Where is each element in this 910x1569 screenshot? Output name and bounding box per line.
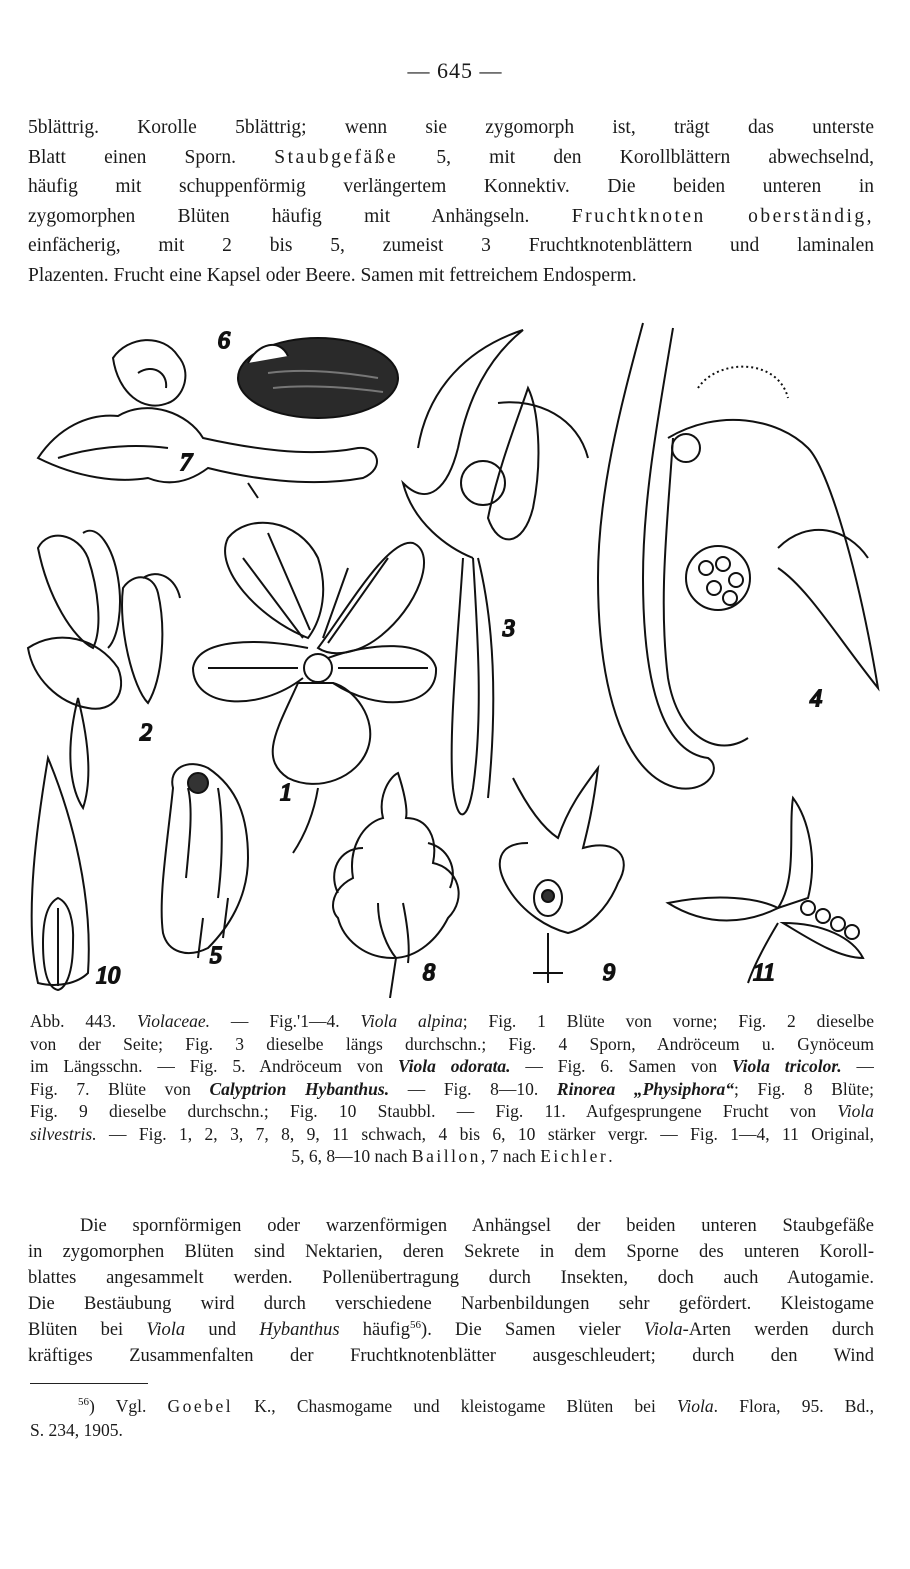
footnote-separator bbox=[30, 1383, 148, 1384]
footnote bbox=[30, 1394, 874, 1442]
caption-line: 5, 6, 8—10 nach Baillon, 7 nach Eichler. bbox=[291, 1146, 613, 1166]
fig-4-drawing bbox=[598, 323, 878, 789]
fig-3-drawing bbox=[403, 330, 588, 814]
intro-line: zygomorphen Blüten häufig mit Anhängseln. Fruchtknoten oberständig, bbox=[28, 205, 874, 227]
body-line: kräftiges Zusammenfalten der Fruchtknotenblätter ausgeschleudert; durch den Wind bbox=[28, 1346, 874, 1366]
footnote-ref: 56 bbox=[410, 1318, 422, 1331]
intro-line: Blatt einen Sporn. Staubgefäße 5, mit den Korollblättern abwechselnd, bbox=[28, 146, 874, 168]
fig-label-5: 5 bbox=[210, 943, 222, 969]
fig-5-drawing bbox=[162, 764, 248, 958]
fig-9-drawing bbox=[500, 768, 624, 983]
body-line: Blüten bei Viola und Hybanthus häufig$^{56}$). Die Samen vieler Viola-Arten werden durch bbox=[28, 1318, 874, 1340]
intro-line: 5blättrig. Korolle 5blättrig; wenn sie zygomorph ist, trägt das unterste bbox=[28, 117, 874, 138]
violaceae-figure-drawing bbox=[18, 318, 890, 998]
body-line: blattes angesammelt werden. Pollenübertragung durch Insekten, doch auch Autogamie. bbox=[28, 1268, 874, 1288]
fig-label-6: 6 bbox=[218, 328, 230, 354]
botanical-illustration bbox=[18, 318, 890, 998]
fig-label-8: 8 bbox=[423, 960, 435, 986]
fig-11-drawing bbox=[668, 798, 863, 983]
fig-label-7: 7 bbox=[180, 450, 192, 476]
caption-line: von der Seite; Fig. 3 dieselbe längs durchschn.; Fig. 4 Sporn, Andröceum u. Gynöceum bbox=[30, 1033, 874, 1054]
fig-label-2: 2 bbox=[140, 720, 152, 746]
body-line: in zygomorphen Blüten sind Nektarien, deren Sekrete in dem Sporne des unteren Koroll- bbox=[28, 1242, 874, 1262]
caption-line: Fig. 7. Blüte von Calyptrion Hybanthus. — Fig. 8—10. Rinorea „Physiphora“; Fig. 8 Blüte; bbox=[30, 1078, 874, 1099]
caption-line: silvestris. — Fig. 1, 2, 3, 7, 8, 9, 11 schwach, 4 bis 6, 10 stärker vergr. — Fig. 1—4, 11 Original, bbox=[30, 1123, 874, 1144]
fig-1-drawing bbox=[193, 523, 436, 853]
footnote-line: $^{56}$) Vgl. Goebel K., Chasmogame und kleistogame Blüten bei Viola. Flora, 95. Bd., bbox=[78, 1396, 874, 1416]
body-line: Die spornförmigen oder warzenförmigen Anhängsel der beiden unteren Staubgefäße bbox=[80, 1216, 874, 1236]
caption-line: im Längsschn. — Fig. 5. Andröceum von Viola odorata. — Fig. 6. Samen von Viola tricolor. — bbox=[30, 1056, 874, 1076]
fig-label-10: 10 bbox=[96, 963, 120, 989]
body-paragraph bbox=[28, 1213, 874, 1369]
intro-line: Plazenten. Frucht eine Kapsel oder Beere. Samen mit fettreichem Endosperm. bbox=[28, 264, 637, 286]
figure-caption bbox=[30, 1010, 874, 1168]
intro-line: einfächerig, mit 2 bis 5, zumeist 3 Fruchtknotenblättern und laminalen bbox=[28, 235, 874, 256]
caption-line: Fig. 9 dieselbe durchschn.; Fig. 10 Staubbl. — Fig. 11. Aufgesprungene Frucht von Viola bbox=[30, 1101, 874, 1121]
fig-10-drawing bbox=[32, 758, 89, 990]
fig-label-1: 1 bbox=[280, 780, 292, 806]
fig-label-9: 9 bbox=[603, 960, 615, 986]
fig-6-drawing bbox=[238, 338, 398, 418]
intro-paragraph bbox=[28, 113, 874, 290]
fig-label-4: 4 bbox=[810, 686, 822, 712]
fig-label-3: 3 bbox=[503, 616, 515, 642]
page-number: — 645 — bbox=[407, 58, 503, 83]
caption-line: Abb. 443. Violaceae. — Fig.'1—4. Viola alpina; Fig. 1 Blüte von vorne; Fig. 2 dieselbe bbox=[30, 1011, 874, 1031]
intro-line: häufig mit schuppenförmig verlängertem Konnektiv. Die beiden unteren in bbox=[28, 176, 874, 197]
footnote-line: S. 234, 1905. bbox=[30, 1420, 123, 1440]
fig-8-drawing bbox=[333, 773, 459, 998]
body-line: Die Bestäubung wird durch verschiedene Narbenbildungen sehr gefördert. Kleistogame bbox=[28, 1294, 874, 1314]
fig-label-11: 11 bbox=[753, 960, 776, 986]
